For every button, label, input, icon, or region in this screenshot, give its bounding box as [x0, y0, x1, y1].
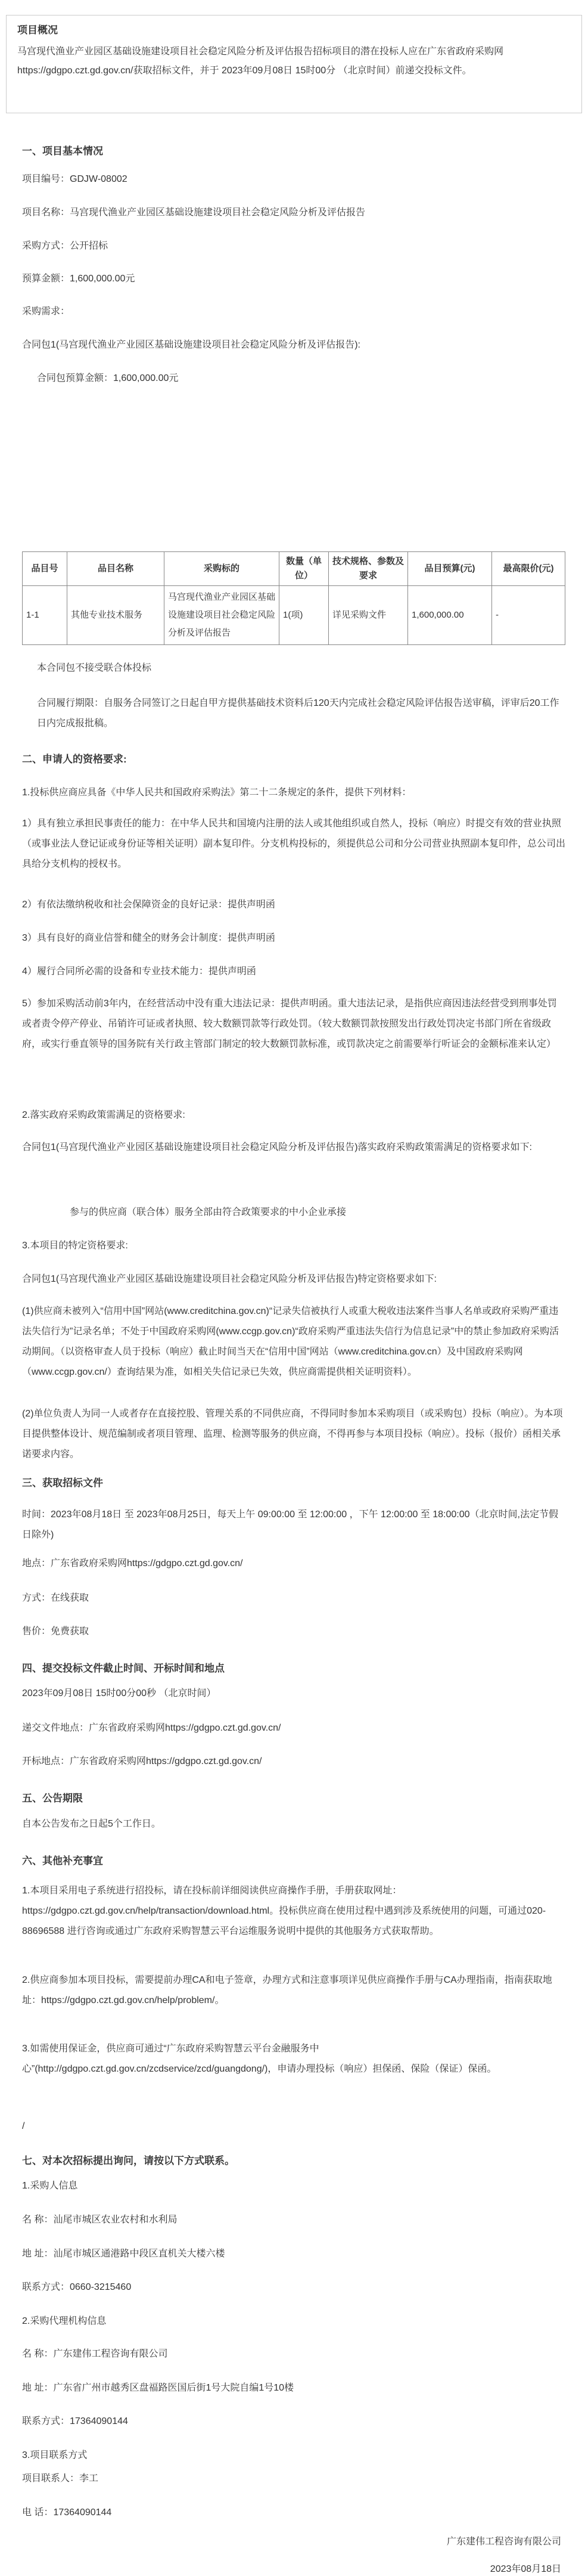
section-2-heading: 二、申请人的资格要求: [22, 754, 127, 765]
agency-address: 地 址：广东省广州市越秀区盘福路医国后街1号大院自编1号10楼 [22, 2383, 294, 2393]
agency-phone: 联系方式：17364090144 [22, 2416, 128, 2426]
obtain-place: 地点：广东省政府采购网https://gdgpo.czt.gd.gov.cn/ [22, 1558, 243, 1568]
purchaser-info-title: 1.采购人信息 [22, 2181, 78, 2191]
col-target: 采购标的 [164, 552, 279, 586]
project-name: 项目名称：马宫现代渔业产业园区基础设施建设项目社会稳定风险分析及评估报告 [22, 207, 366, 218]
obtain-method: 方式：在线获取 [22, 1593, 89, 1603]
project-contact-person: 项目联系人：李工 [22, 2473, 99, 2484]
agency-name: 名 称：广东建伟工程咨询有限公司 [22, 2349, 168, 2359]
cell-target: 马宫现代渔业产业园区基础设施建设项目社会稳定风险分析及评估报告 [164, 586, 279, 645]
cell-item-no: 1-1 [23, 586, 67, 645]
lot-1-title: 合同包1(马宫现代渔业产业园区基础设施建设项目社会稳定风险分析及评估报告): [22, 340, 361, 350]
no-joint-bid-note: 本合同包不接受联合体投标 [37, 663, 152, 673]
bid-deadline: 2023年09月08日 15时00分00秒 （北京时间） [22, 1688, 216, 1698]
project-summary-box [6, 15, 582, 113]
col-quantity: 数量（单位） [279, 552, 329, 586]
purchaser-address: 地 址：汕尾市城区通港路中段区直机关大楼六楼 [22, 2249, 225, 2259]
summary-title: 项目概况 [17, 24, 58, 36]
col-item-name: 品目名称 [67, 552, 164, 586]
qual-p5: 4）履行合同所必需的设备和专业技术能力：提供声明函 [22, 966, 256, 977]
cell-max-price: - [492, 586, 565, 645]
cell-item-name: 其他专业技术服务 [67, 586, 164, 645]
contract-period: 合同履行期限：自服务合同签订之日起自甲方提供基础技术资料后120天内完成社会稳定风险评估报告送审稿，评审后20工作日内完成报批稿。 [37, 698, 559, 729]
section-4-heading: 四、提交投标文件截止时间、开标时间和地点 [22, 1663, 225, 1674]
col-item-no: 品目号 [23, 552, 67, 586]
summary-text: 马宫现代渔业产业园区基础设施建设项目社会稳定风险分析及评估报告招标项目的潜在投标人应在广东省政府采购网https://gdgpo.czt.gd.gov.cn/获取招标文件，并于 2023年09月08日 15时00分 （北京时间）前递交投标文件。 [17, 47, 504, 76]
project-number: 项目编号：GDJW-08002 [22, 174, 127, 184]
purchaser-phone: 联系方式：0660-3215460 [22, 2282, 132, 2292]
project-contact-title: 3.项目联系方式 [22, 2450, 88, 2460]
obtain-price: 售价：免费获取 [22, 1626, 89, 1636]
col-specs: 技术规格、参数及要求 [329, 552, 408, 586]
qual-p2: 1）具有独立承担民事责任的能力：在中华人民共和国境内注册的法人或其他组织或自然人，投标（响应）时提交有效的营业执照（或事业法人登记证或身份证等相关证明）副本复印件。分支机构投标的，须提供总公司和分公司营业执照副本复印件，总公司出具给分支机构的授权书。 [22, 819, 566, 869]
section-1-heading: 一、项目基本情况 [22, 145, 103, 157]
budget-amount: 预算金额：1,600,000.00元 [22, 274, 135, 284]
qual-p8: 合同包1(马宫现代渔业产业园区基础设施建设项目社会稳定风险分析及评估报告)落实政府采购政策需满足的资格要求如下: [22, 1142, 533, 1152]
supplement-p3: 3.如需使用保证金，供应商可通过“广东政府采购智慧云平台金融服务中心”(http://gdgpo.czt.gd.gov.cn/zcdservice/zcd/guangdong/)，申请办理投标（响应）担保函、保险（保证）保函。 [22, 2044, 497, 2074]
qual-p4: 3）具有良好的商业信誉和健全的财务会计制度：提供声明函 [22, 933, 275, 943]
cell-item-budget: 1,600,000.00 [408, 586, 492, 645]
item-table [22, 551, 565, 645]
qual-p11: 合同包1(马宫现代渔业产业园区基础设施建设项目社会稳定风险分析及评估报告)特定资格要求如下: [22, 1274, 437, 1284]
qual-p12: (1)供应商未被列入“信用中国”网站(www.creditchina.gov.cn)“记录失信被执行人或重大税收违法案件当事人名单或政府采购严重违法失信行为”记录名单；不处于中国政府采购网(www.ccgp.gov.cn)“政府采购严重违法失信行为信息记录”中的禁止参加政府采购活动期间。（以资格审查人员于投标（响应）截止时间当天在“信用中国”网站（www.creditchina.gov.cn）及中国政府采购网（www.ccgp.gov.cn/）查询结果为准，如相关失信记录已失效，供应商需提供相关证明资料）。 [22, 1306, 559, 1377]
qual-p9: 参与的供应商（联合体）服务全部由符合政策要求的中小企业承接 [70, 1207, 347, 1217]
supplement-p2: 2.供应商参加本项目投标，需要提前办理CA和电子签章，办理方式和注意事项详见供应商操作手册与CA办理指南，指南获取地址：https://gdgpo.czt.gd.gov.cn/help/problem/。 [22, 1975, 552, 2005]
qual-p7: 2.落实政府采购政策需满足的资格要求: [22, 1110, 185, 1120]
section-6-heading: 六、其他补充事宜 [22, 1855, 103, 1867]
col-max-price: 最高限价(元) [492, 552, 565, 586]
table-row [23, 586, 565, 645]
qual-p6: 5）参加采购活动前3年内，在经营活动中没有重大违法记录：提供声明函。重大违法记录，是指供应商因违法经营受到刑事处罚或者责令停产停业、吊销许可证或者执照、较大数额罚款等行政处罚。（较大数额罚款按照发出行政处罚决定书部门所在省级政府，或实行垂直领导的国务院有关行政主管部门制定的较大数额罚款标准，或罚款决定之前需要举行听证会的金额标准来认定） [22, 999, 557, 1049]
supplement-p1: 1.本项目采用电子系统进行招投标，请在投标前详细阅读供应商操作手册，手册获取网址：https://gdgpo.czt.gd.gov.cn/help/transaction/download.html。投标供应商在使用过程中遇到涉及系统使用的问题，可通过020-88696588 进行咨询或通过广东政府采购智慧云平台运维服务说明中提供的其他服务方式获取帮助。 [22, 1886, 546, 1936]
qual-p10: 3.本项目的特定资格要求: [22, 1241, 128, 1251]
qual-p1: 1.投标供应商应具备《中华人民共和国政府采购法》第二十二条规定的条件，提供下列材料： [22, 788, 412, 798]
announcement-period: 自本公告发布之日起5个工作日。 [22, 1819, 161, 1829]
footer-organization: 广东建伟工程咨询有限公司 [446, 2537, 561, 2547]
opening-place: 开标地点：广东省政府采购网https://gdgpo.czt.gd.gov.cn/ [22, 1756, 262, 1766]
qual-p13: (2)单位负责人为同一人或者存在直接控股、管理关系的不同供应商，不得同时参加本采购项目（或采购包）投标（响应）。为本项目提供整体设计、规范编制或者项目管理、监理、检测等服务的供应商，不得再参与本项目投标（响应）。投标（报价）函相关承诺要求内容。 [22, 1409, 563, 1459]
cell-specs: 详见采购文件 [329, 586, 408, 645]
item-table-header [23, 552, 565, 586]
supplement-slash: / [22, 2121, 25, 2131]
procurement-method: 采购方式：公开招标 [22, 241, 108, 251]
section-5-heading: 五、公告期限 [22, 1793, 83, 1804]
project-contact-phone: 电 话：17364090144 [22, 2507, 112, 2518]
lot-1-budget: 合同包预算金额：1,600,000.00元 [37, 373, 179, 383]
obtain-time: 时间：2023年08月18日 至 2023年08月25日，每天上午 09:00:00 至 12:00:00 ，下午 12:00:00 至 18:00:00（北京时间,法定节假日除外) [22, 1509, 558, 1540]
section-7-heading: 七、对本次招标提出询问，请按以下方式联系。 [22, 2155, 235, 2166]
procurement-requirements-label: 采购需求： [22, 306, 70, 317]
agency-info-title: 2.采购代理机构信息 [22, 2316, 107, 2326]
footer-date: 2023年08月18日 [490, 2564, 561, 2574]
section-3-heading: 三、获取招标文件 [22, 1477, 103, 1489]
cell-quantity: 1(项) [279, 586, 329, 645]
qual-p3: 2）有依法缴纳税收和社会保障资金的良好记录：提供声明函 [22, 900, 275, 910]
submit-place: 递交文件地点：广东省政府采购网https://gdgpo.czt.gd.gov.cn/ [22, 1723, 281, 1733]
col-item-budget: 品目预算(元) [408, 552, 492, 586]
purchaser-name: 名 称：汕尾市城区农业农村和水利局 [22, 2215, 178, 2225]
